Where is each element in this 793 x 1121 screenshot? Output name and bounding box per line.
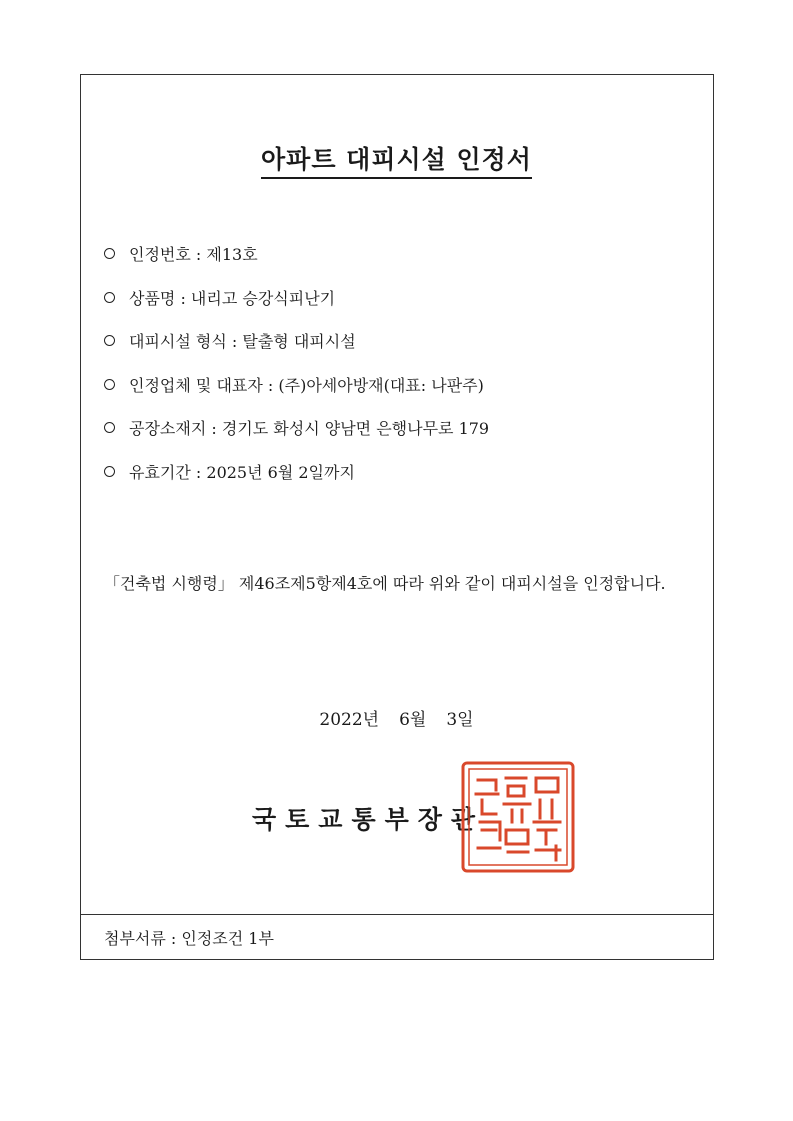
circle-bullet-icon <box>104 292 115 303</box>
circle-bullet-icon <box>104 379 115 390</box>
footer-divider <box>80 914 714 915</box>
certificate-details <box>104 232 489 493</box>
detail-item <box>104 232 489 276</box>
issue-year: 2022년 <box>319 710 380 730</box>
detail-text: 인정번호 : 제13호 <box>129 245 258 265</box>
official-seal-icon <box>460 760 576 874</box>
issue-day: 3일 <box>446 710 474 730</box>
detail-item <box>104 450 489 494</box>
detail-item <box>104 363 489 407</box>
detail-text: 공장소재지 : 경기도 화성시 양남면 은행나무로 179 <box>129 419 490 439</box>
detail-item <box>104 319 489 363</box>
issuing-authority: 국토교통부장관 <box>252 805 485 834</box>
detail-text: 대피시설 형식 : 탈출형 대피시설 <box>129 332 356 352</box>
issue-date <box>0 705 793 730</box>
issue-month: 6월 <box>399 710 427 730</box>
circle-bullet-icon <box>104 422 115 433</box>
circle-bullet-icon <box>104 466 115 477</box>
detail-item <box>104 406 489 450</box>
detail-text: 상품명 : 내리고 승강식피난기 <box>129 288 336 308</box>
declaration-text: 「건축법 시행령」 제46조제5항제4호에 따라 위와 같이 대피시설을 인정합니다. <box>104 574 666 593</box>
circle-bullet-icon <box>104 248 115 259</box>
detail-text: 인정업체 및 대표자 : (주)아세아방재(대표: 나판주) <box>129 375 484 395</box>
detail-text: 유효기간 : 2025년 6월 2일까지 <box>129 462 355 482</box>
detail-item <box>104 276 489 320</box>
document-title <box>0 140 793 176</box>
circle-bullet-icon <box>104 335 115 346</box>
document-title-text: 아파트 대피시설 인정서 <box>261 145 532 179</box>
attachment-note: 첨부서류 : 인정조건 1부 <box>104 929 274 948</box>
